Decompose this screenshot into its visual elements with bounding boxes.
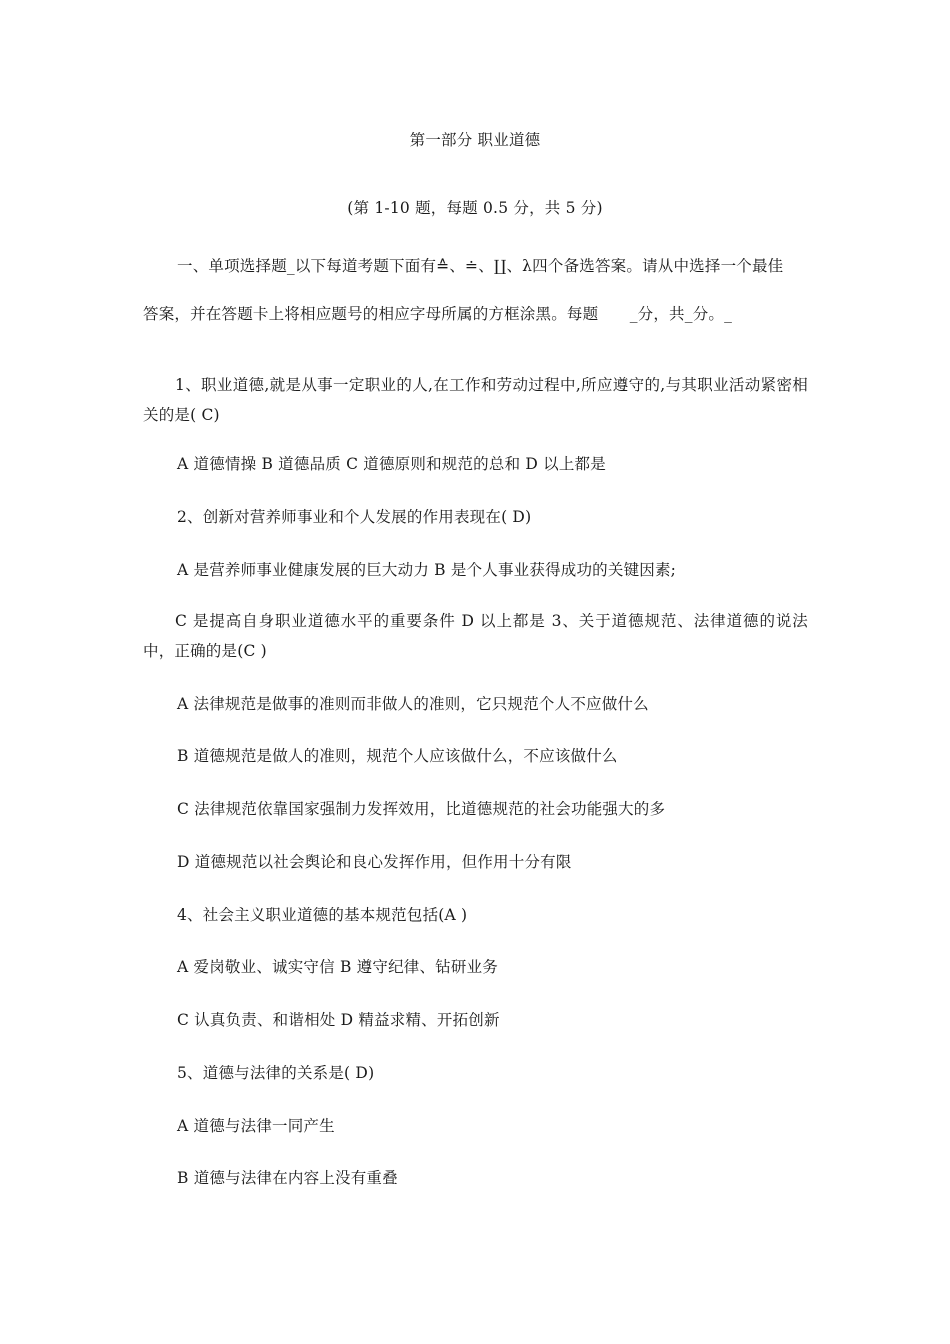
question-4-options-ab: A 爱岗敬业、诚实守信 B 遵守纪律、钻研业务 — [177, 958, 498, 976]
question-5-option-b: B 道德与法律在内容上没有重叠 — [177, 1169, 398, 1187]
question-4: 4、社会主义职业道德的基本规范包括(A ) — [177, 906, 468, 924]
question-3-option-b: B 道德规范是做人的准则，规范个人应该做什么，不应该做什么 — [177, 747, 618, 765]
question-2: 2、创新对营养师事业和个人发展的作用表现在( D) — [177, 508, 532, 526]
instructions-line-2: 答案，并在答题卡上将相应题号的相应字母所属的方框涂黑。每题 _分，共_分。_ — [143, 305, 733, 323]
question-5-option-a: A 道德与法律一同产生 — [177, 1117, 335, 1135]
instructions-line-1: 一、单项选择题_以下每道考题下面有≙、≐、∐、λ四个备选答案。请从中选择一个最佳 — [177, 257, 784, 275]
question-2-options-cd-question-3: C 是提高自身职业道德水平的重要条件 D 以上都是 3、关于道德规范、法律道德的说法中，正确的是(C ) — [143, 612, 808, 660]
question-5: 5、道德与法律的关系是( D) — [177, 1064, 375, 1082]
question-1: 1、职业道德,就是从事一定职业的人,在工作和劳动过程中,所应遵守的,与其职业活动紧密相关的是( C) — [143, 376, 808, 424]
question-3-option-d: D 道德规范以社会舆论和良心发挥作用，但作用十分有限 — [177, 853, 572, 871]
section-subtitle: (第 1-10 题，每题 0.5 分，共 5 分) — [347, 199, 603, 217]
question-2-options-ab: A 是营养师事业健康发展的巨大动力 B 是个人事业获得成功的关键因素; — [177, 561, 677, 579]
question-1-options: A 道德情操 B 道德品质 C 道德原则和规范的总和 D 以上都是 — [177, 455, 606, 473]
question-4-options-cd: C 认真负责、和谐相处 D 精益求精、开拓创新 — [177, 1011, 500, 1029]
section-title: 第一部分 职业道德 — [409, 131, 541, 149]
question-3-option-a: A 法律规范是做事的准则而非做人的准则，它只规范个人不应做什么 — [177, 695, 649, 713]
question-3-option-c: C 法律规范依靠国家强制力发挥效用，比道德规范的社会功能强大的多 — [177, 800, 666, 818]
